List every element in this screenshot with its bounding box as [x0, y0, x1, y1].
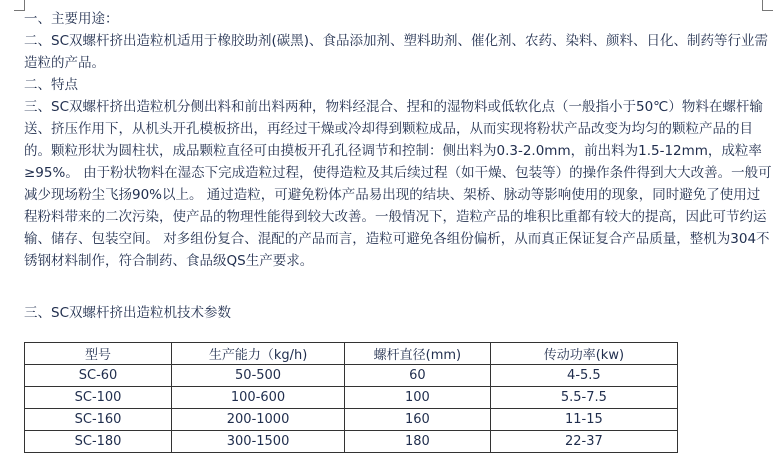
- table-row: [25, 409, 678, 431]
- cell-drive-power: 22-37: [490, 431, 677, 453]
- cell-model: SC-60: [25, 365, 172, 387]
- cell-drive-power: 11-15: [490, 409, 677, 431]
- cell-screw-diameter: 180: [345, 431, 491, 453]
- header-capacity: 生产能力（kg/h): [172, 343, 345, 365]
- cell-model: SC-160: [25, 409, 172, 431]
- cell-screw-diameter: 100: [345, 387, 491, 409]
- cell-model: SC-100: [25, 387, 172, 409]
- document-body: [24, 8, 772, 272]
- spec-table-header-row: [25, 343, 678, 365]
- table-row: [25, 387, 678, 409]
- cell-capacity: 300-1500: [172, 431, 345, 453]
- table-row: [25, 431, 678, 453]
- cell-capacity: 100-600: [172, 387, 345, 409]
- cell-drive-power: 4-5.5: [490, 365, 677, 387]
- spec-table: [24, 342, 678, 453]
- cell-model: SC-180: [25, 431, 172, 453]
- cell-screw-diameter: 60: [345, 365, 491, 387]
- paragraph-features: 三、SC双螺杆挤出造粒机分侧出料和前出料两种，物料经混合、捏和的湿物料或低软化点（一般指小于50℃）物料在螺杆输送、挤压作用下，从机头开孔模板挤出，再经过干燥或冷却得到颗粒成品，从而实现将粉状产品改变为均匀的颗粒产品的目的。颗粒形状为圆柱状，成品颗粒直径可由摸板开孔孔径调节和控制：侧出料为0.3-2.0mm，前出料为1.5-12mm，成粒率≥95%。 由于粉状物料在湿态下完成造粒过程，使得造粒及其后续过程（如干燥、包装等）的操作条件得到大大改善。一般可减少现场粉尘飞扬90%以上。 通过造粒，可避免粉体产品易出现的结块、架桥、脉动等影响使用的现象，同时避免了使用过程粉料带来的二次污染，使产品的物理性能得到较大改善。一般情况下，造粒产品的堆积比重都有较大的提高，因此可节约运输、储存、包装空间。 对多组份复合、混配的产品而言，造粒可避免各组份偏析，从而真正保证复合产品质量，整机为304不锈钢材料制作，符合制药、食品级QS生产要求。: [24, 99, 772, 269]
- header-model: 型号: [25, 343, 172, 365]
- heading-features: 二、特点: [24, 77, 78, 93]
- heading-main-use: 一、主要用途：: [24, 11, 119, 27]
- cell-drive-power: 5.5-7.5: [490, 387, 677, 409]
- spec-section-title: 三、SC双螺杆挤出造粒机技术参数: [24, 305, 231, 321]
- cell-screw-diameter: 160: [345, 409, 491, 431]
- table-row: [25, 365, 678, 387]
- cell-capacity: 200-1000: [172, 409, 345, 431]
- paragraph-application: 二、SC双螺杆挤出造粒机适用于橡胶助剂(碳黑)、食品添加剂、塑料助剂、催化剂、农药、染料、颜料、日化、制药等行业需造粒的产品。: [24, 33, 769, 71]
- header-screw-diameter: 螺杆直径(mm): [345, 343, 491, 365]
- cell-capacity: 50-500: [172, 365, 345, 387]
- header-drive-power: 传动功率(kw): [490, 343, 677, 365]
